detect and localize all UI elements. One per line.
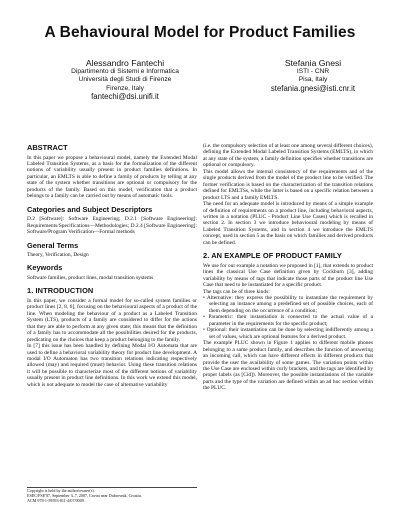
section-1-paragraph: In [7] this issue has been handled by defining Modal I/O Automata that are used to define a behavioral variability theory for product line development. A modal I/O Automaton has two transition relations indicating respectively allowed (may) and required (must) behavior. Using these transition relations it will be possible to characterize most of the different notions of variability usually present in product line definitions. In this work we extend this model, which is not adequate to model the case of alternative variability [27, 343, 197, 388]
categories-heading: Categories and Subject Descriptors [27, 204, 153, 214]
author-email: fantechi@dsi.unifi.it [91, 92, 159, 102]
author-name: Alessandro Fantechi [85, 58, 165, 68]
tag-kind-bullet: • Alternative: they express the possibility to instantiate the requirement by selecting an instance among a predefined set of possible choices, each of them depending on the occurrence of a condition; [203, 295, 373, 314]
author-affiliation-line: Firenze, Italy [106, 84, 144, 92]
intro-paragraph: This model allows the internal consistency of the requirements and of the single products derived from the model of the product line to be verified. The former verification is based on the characterization of the transition relations defined for EMLTSs, while the latter is based on a specific relation between a product LTS and a family EMLTS. [203, 168, 373, 201]
footer-line: ACM 978-1-59593-811-4/07/0009. [27, 497, 85, 503]
author-email: stefania.gnesi@isti.cnr.it [270, 83, 356, 93]
tag-kind-bullet: • Optional: their instantiation can be done by selecting indifferently among a set of values, which are optional features for a derived product. [203, 327, 373, 340]
intro-paragraph: The need for an adequate model is introduced by means of a simple example of definition of requirements on a product line, including behavioral aspects, written in a notation (PLUC - Product Line Use Cases) which is recalled in section 2. In section 3 we introduce behavioural modeling by means of Labeled Transition Systems, and in section 4 we introduce the EMLTS concept, used in section 5 as the basis on which families and derived products can be defined. [203, 201, 373, 246]
section-2-heading: 2. AN EXAMPLE OF PRODUCT FAMILY [203, 251, 342, 261]
author-name: Stefania Gnesi [284, 58, 342, 68]
general-terms-text: Theory, Verification, Design [27, 252, 89, 259]
categories-text: D.2 [Software]: Software Engineering; D.2.1 [Software Engineering]: Requirements/Specifications—Methodologies; D.2.4 [Software Engineering]: Software/Program Verification—Formal methods [27, 216, 197, 236]
author-affiliation-line: Università degli Studi di Firenze [78, 76, 172, 84]
keywords-heading: Keywords [27, 263, 63, 273]
intro-continued-paragraph: (i.e. the compulsory selection of at least one among several different choices), defining the Extended Modal Labeled Transition Systems (EMLTS), in which at any state of the system, a family definition specifies whether transitions are optional or compulsory. [203, 143, 373, 169]
footer-line: Copyright is held by the author/owner(s). [27, 488, 95, 493]
section-2-paragraph: We use for our example a notation we proposed in [1], that extends to product lines the classical Use Case definition given by Cockburn [3], adding variability by means of tags that indicate those parts of the product line Use Case that need to be instantiated for a specific product. [203, 262, 373, 289]
abstract-heading: ABSTRACT [27, 143, 68, 152]
author-block-1 [40, 59, 210, 102]
paper-title: A Behavioural Model for Product Families [44, 24, 356, 41]
general-terms-heading: General Terms [27, 240, 79, 250]
section-1-heading: 1. INTRODUCTION [27, 286, 94, 296]
author-affiliation-line: Pisa, Italy [298, 76, 328, 84]
author-affiliation-line: ISTI - CNR [296, 67, 330, 75]
section-2-paragraph: The example PLUC shown in Figure 1 applies to different mobile phones belonging to a same product family, and describes the function of answering an incoming call, which can have different effects in different products that provide the user the availability of some games. The variation points within the Use Case are enclosed within curly brackets, and the tags are identified by proper labels (as [Cid]). Moreover, the possible instantiations of the variable parts and the type of the variation are defined within an ad hoc section within the PLUC. [203, 340, 373, 392]
section-2-paragraph: The tags can be of three kinds: [203, 288, 270, 295]
left-column [27, 143, 197, 388]
tag-kind-bullet: • Parametric: their instantiation is connected to the actual value of a parameter in the requirements for the specific product; [203, 314, 373, 327]
footer-line: ESEC/FSE'07, September 3–7, 2007, Cavtat near Dubrovnik, Croatia. [27, 492, 142, 498]
author-block-2 [228, 59, 398, 93]
abstract-text: In this paper we propose a behavioural model, namely the Extended Modal Labeled Transition Systems, as a basis for the formalization of the different notions of variability usually present in product families definitions. In particular, an EMLTS is able to define a family of products by telling at any state of the system whether transitions are optional or compulsory for the products of the family. Based on this model, verification that a product belongs to a family can be carried out by means of automatic tools. [27, 154, 197, 200]
section-1-paragraph: In this paper, we consider a formal model for so-called system families or product lines [2, 8, 6], focusing on the behavioural aspects of a product of the line. When modeling the behaviour of a product as a Labeled Transition System (LTS), products of a family are considered to differ for the actions that they are able to perform at any given state; this means that the definition of a family has to accommodate all the possibilities desired for the products, predicating on the choices that keep a product belonging to the family. [27, 297, 197, 343]
copyright-footer [27, 487, 197, 504]
author-affiliation-line: Dipartimento di Sistemi e Informatica [71, 67, 179, 75]
right-column [203, 143, 373, 392]
keywords-text: Software families, product lines, modal transition systems [27, 274, 154, 281]
